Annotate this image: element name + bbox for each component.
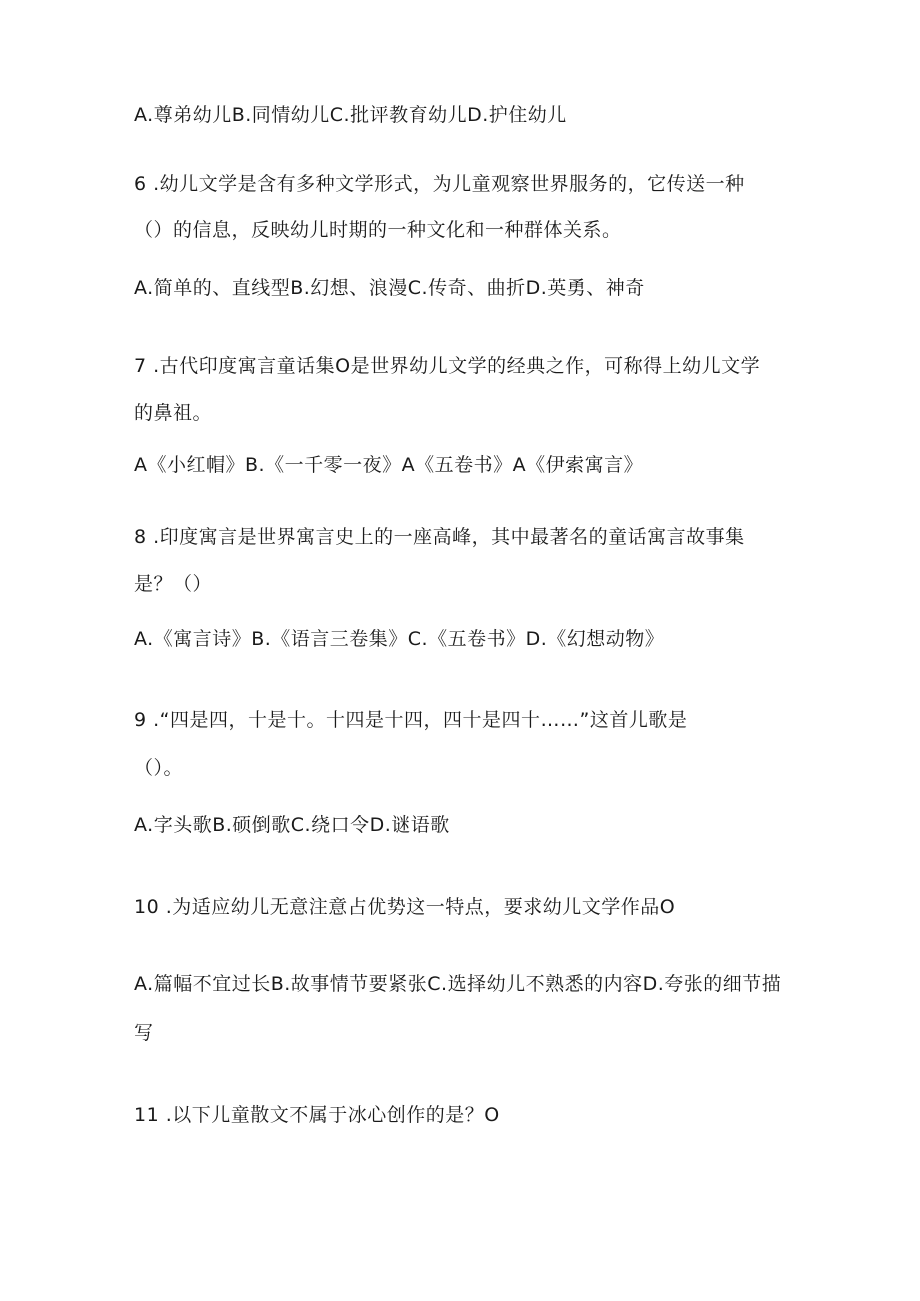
q10-options-line-1: A.篇幅不宜过长B.故事情节要紧张C.选择幼儿不熟悉的内容D.夸张的细节描 (134, 973, 782, 995)
q8-options: A.《寓言诗》B.《语言三卷集》C.《五卷书》D.《幻想动物》 (134, 628, 665, 650)
q9-text-line-2: （）。 (134, 757, 184, 779)
q6-options: A.简单的、直线型B.幻想、浪漫C.传奇、曲折D.英勇、神奇 (134, 277, 645, 299)
q8-text-line-2: 是？（） (134, 573, 213, 595)
q5-options: A.尊弟幼儿B.同情幼儿C.批评教育幼儿D.护住幼儿 (134, 104, 567, 126)
q8-text-line-1: 8 .印度寓言是世界寓言史上的一座高峰，其中最著名的童话寓言故事集 (134, 526, 745, 548)
q7-text-line-1: 7 .古代印度寓言童话集O是世界幼儿文学的经典之作，可称得上幼儿文学 (134, 355, 761, 377)
q9-options: A.字头歌B.硕倒歌C.绕口令D.谜语歌 (134, 814, 450, 836)
q10-options-line-2: 写 (134, 1022, 154, 1044)
q7-text-line-2: 的鼻祖。 (134, 402, 213, 424)
q6-text-line-1: 6 .幼儿文学是含有多种文学形式，为儿童观察世界服务的，它传送一种 (134, 173, 745, 195)
q11-text: 11 .以下儿童散文不属于冰心创作的是？O (134, 1104, 500, 1126)
q9-text-line-1: 9 .“四是四，十是十。十四是十四，四十是四十……”这首儿歌是 (134, 709, 688, 731)
q6-text-line-2: （）的信息，反映幼儿时期的一种文化和一种群体关系。 (134, 219, 622, 241)
q7-options: A《小红帽》B.《一千零一夜》A《五卷书》A《伊索寓言》 (134, 454, 644, 476)
q10-text: 10 .为适应幼儿无意注意占优势这一特点，要求幼儿文学作品O (134, 896, 676, 918)
